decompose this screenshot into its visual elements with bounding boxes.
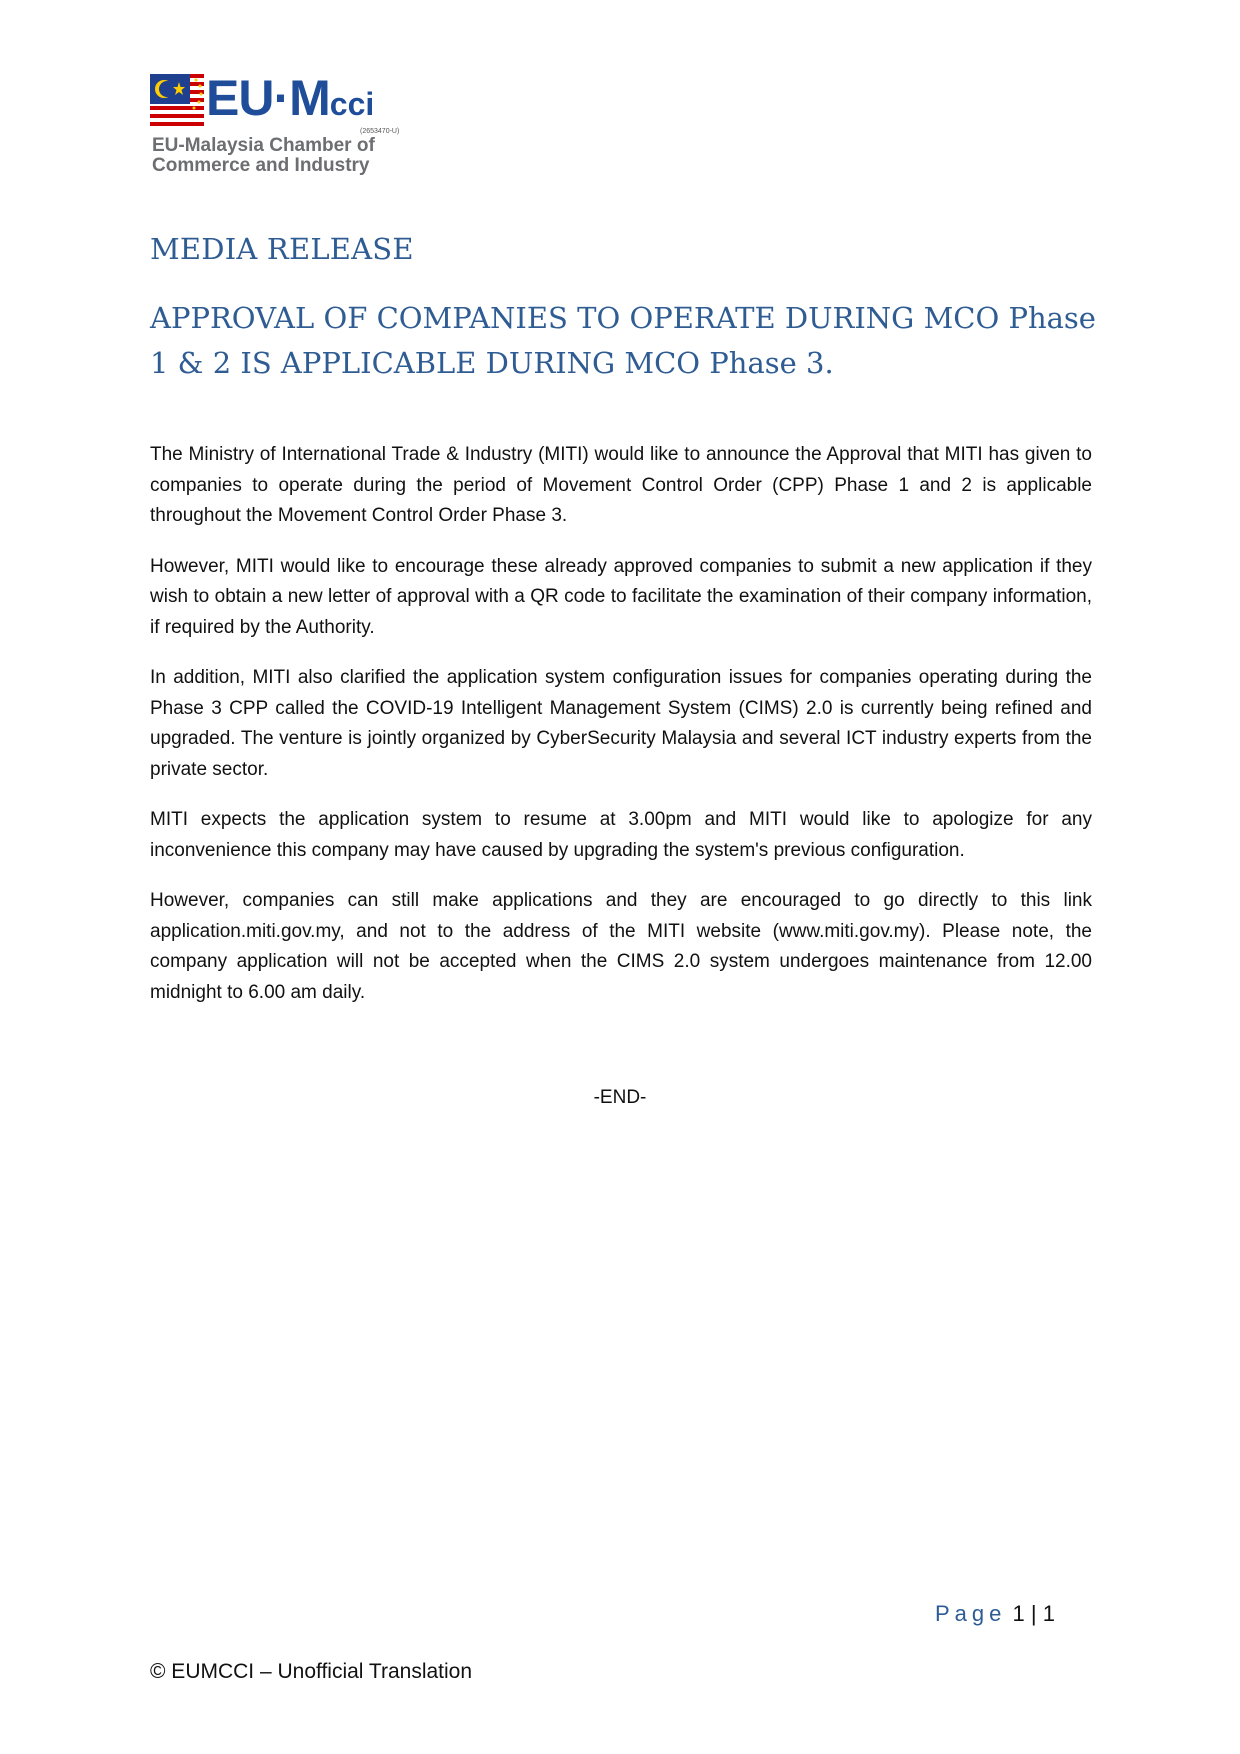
release-title: APPROVAL OF COMPANIES TO OPERATE DURING MCO Phase 1 & 2 IS APPLICABLE DURING MCO Phase 3. [150,301,1096,380]
body-paragraph: However, companies can still make applications and they are encouraged to go directly to this link application.miti.gov.my, and not to the address of the MITI website (www.miti.gov.my). Please note, the company application will not be accepted when the CIMS 2.0 system undergoes maintenance from 12.00 midnight to 6.00 am daily. [150,890,1092,1003]
logo-wordmark: EU·Mcci [206,70,375,126]
body-paragraph: MITI expects the application system to resume at 3.00pm and MITI would like to apologize for any inconvenience this company may have caused by upgrading the system's previous configuration. [150,809,1092,861]
logo-organisation-name: EU-Malaysia Chamber of Commerce and Industry [152,135,375,176]
malaysia-flag-icon [150,74,204,126]
end-marker: -END- [593,1087,647,1108]
footer-note: © EUMCCI – Unofficial Translation [150,1660,473,1683]
body-paragraph: However, MITI would like to encourage these already approved companies to submit a new application if they wish to obtain a new letter of approval with a QR code to facilitate the examination of their company information, if required by the Authority. [150,555,1092,638]
logo-registration-number: (2653470-U) [360,128,400,135]
eumcci-logo [150,72,420,184]
body-paragraph: In addition, MITI also clarified the application system configuration issues for companies operating during the Phase 3 CPP called the COVID-19 Intelligent Management System (CIMS) 2.0 is currently being refined and upgraded. The venture is jointly organized by CyberSecurity Malaysia and several ICT industry experts from the private sector. [150,667,1092,780]
media-release-label: MEDIA RELEASE [150,232,414,266]
page-number-word: Page [935,1601,1007,1626]
page-number-current: 1 [1012,1601,1025,1626]
release-body [150,440,1092,1028]
body-paragraph: The Ministry of International Trade & Industry (MITI) would like to announce the Approval that MITI has given to companies to operate during the period of Movement Control Order (CPP) Phase 1 and 2 is applicable throughout the Movement Control Order Phase 3. [150,444,1092,526]
page-number-separator: | [1030,1601,1037,1626]
page-number [935,1601,1055,1627]
page-number-total: 1 [1042,1601,1055,1626]
